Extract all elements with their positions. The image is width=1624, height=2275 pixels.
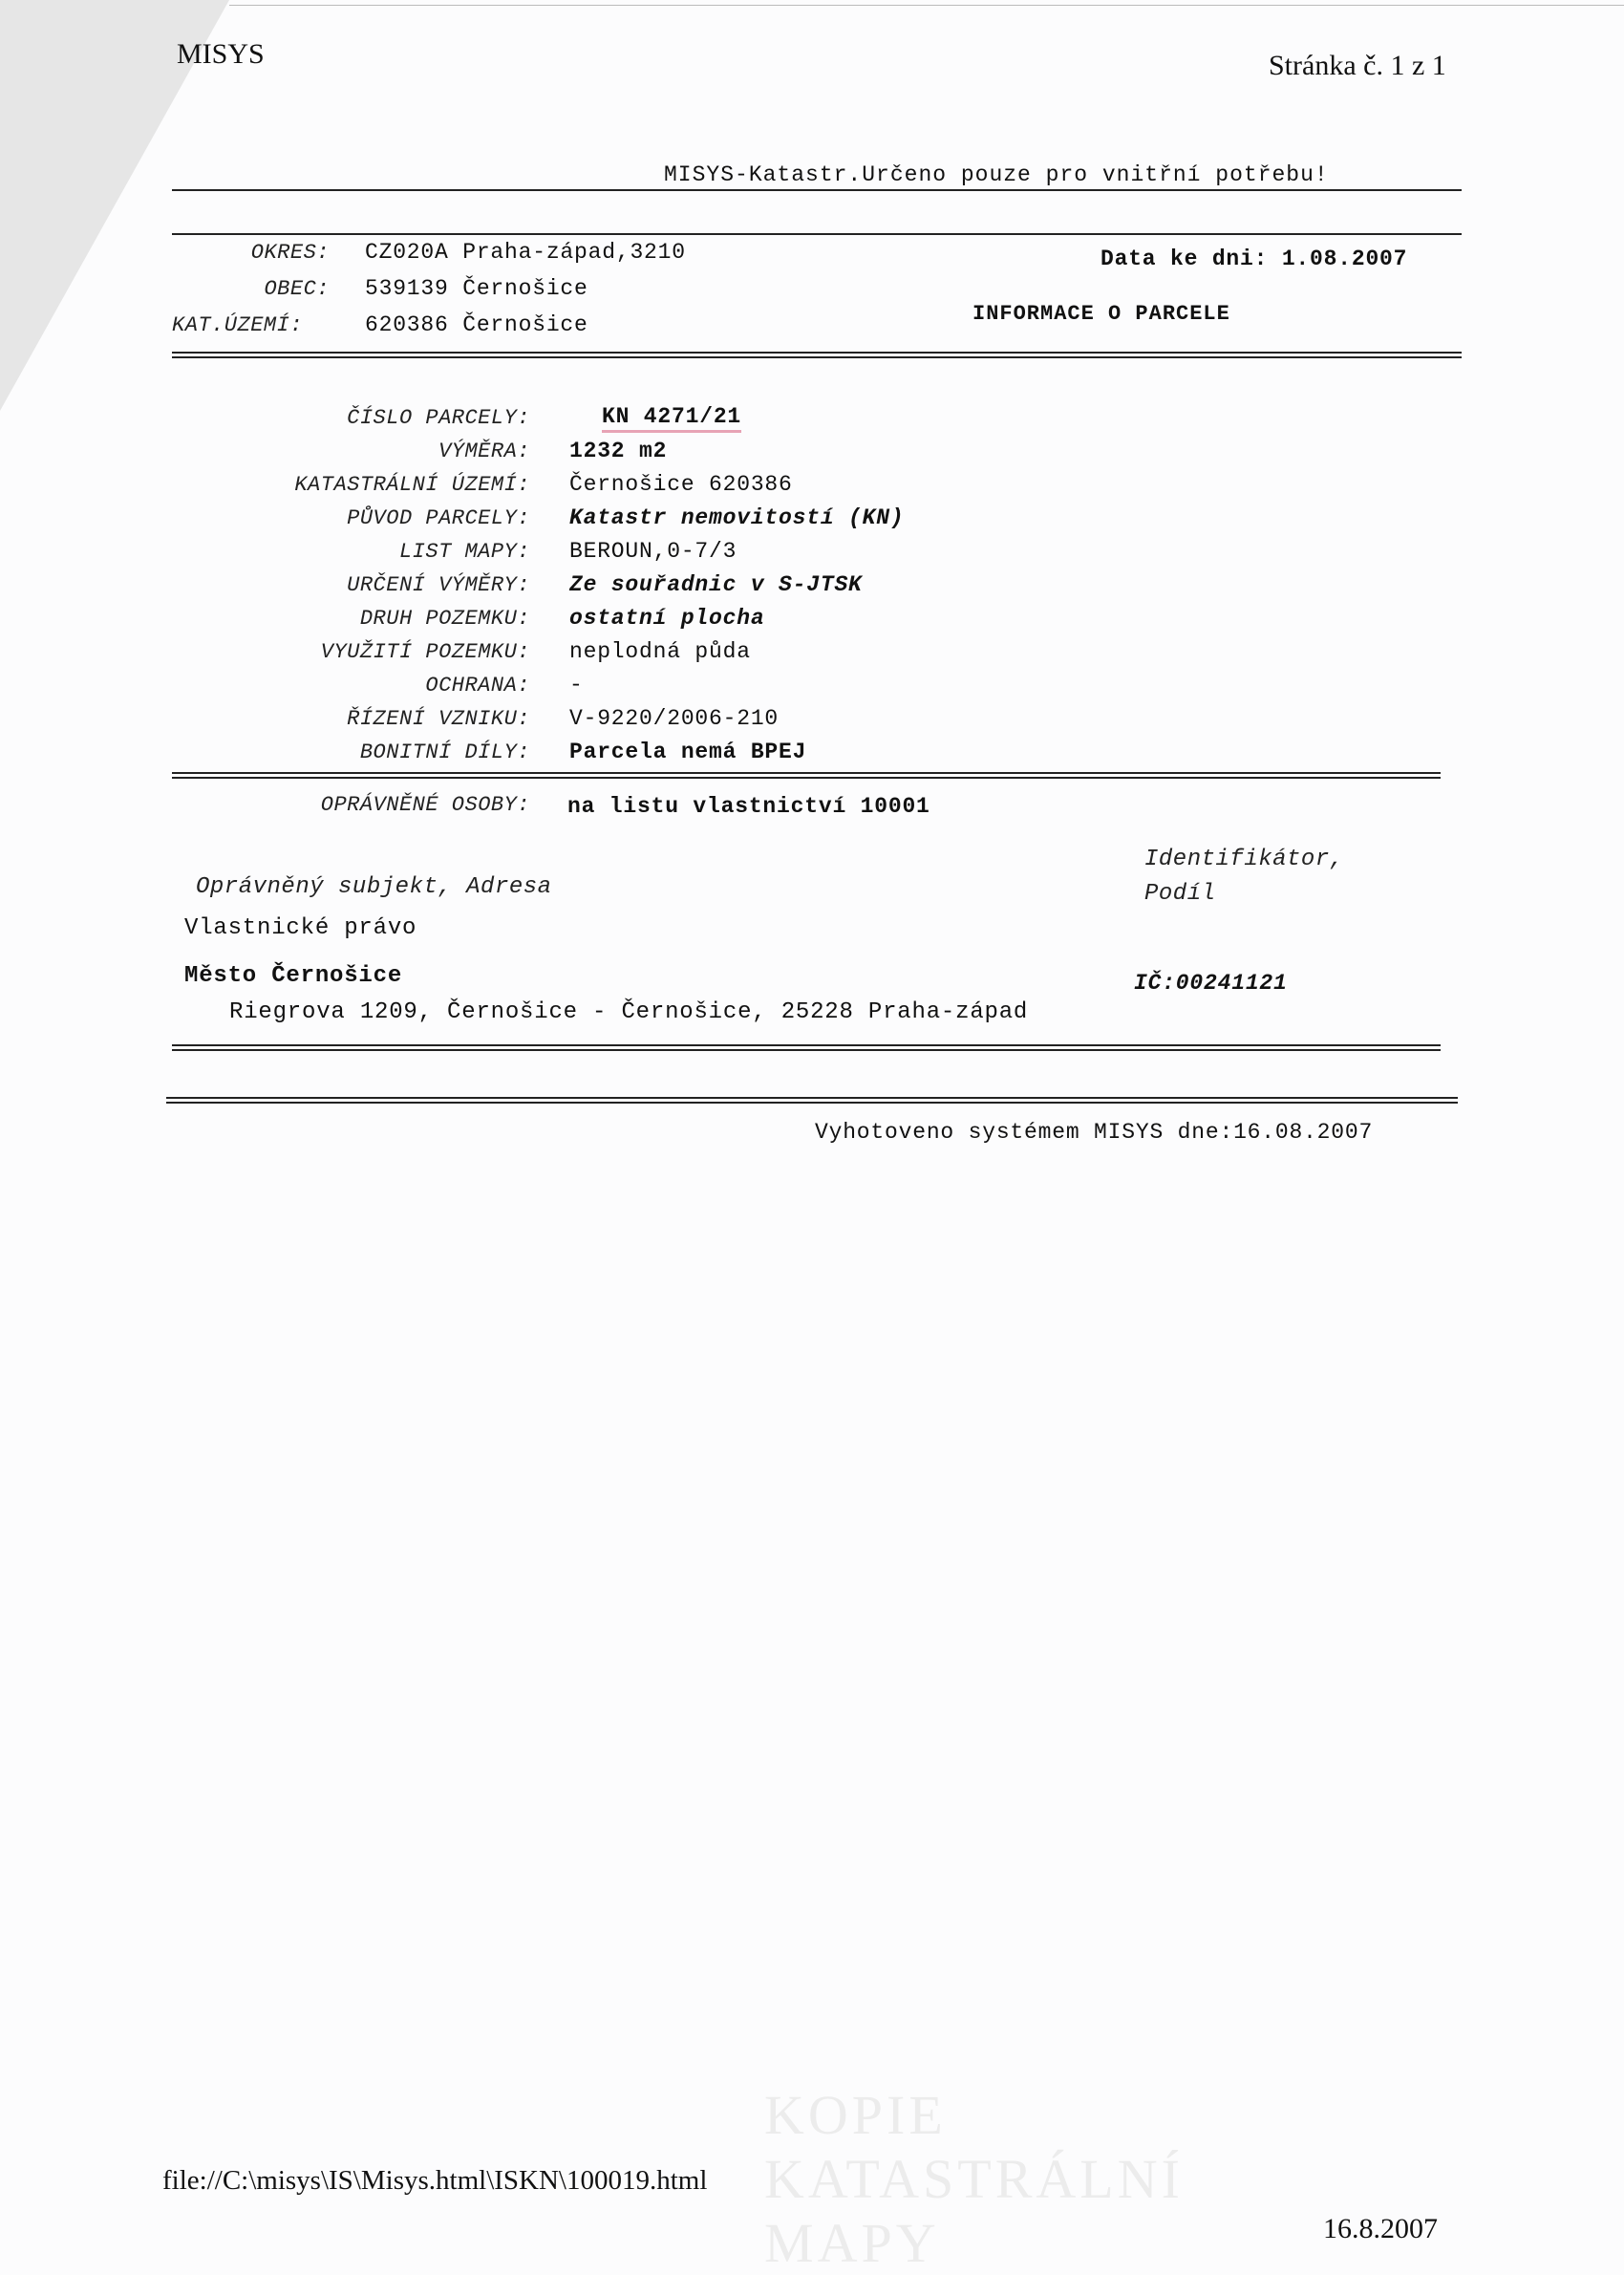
parcel-value-cislo: [602, 404, 741, 429]
okres-label: OKRES:: [250, 241, 330, 265]
page-info: Stránka č. 1 z 1: [1269, 50, 1446, 81]
parcel-value-ochrana: -: [569, 673, 584, 698]
parcel-value-druh: ostatní plocha: [569, 606, 765, 631]
parcel-value-listmapy: BEROUN,0-7/3: [569, 539, 737, 564]
info-title: INFORMACE O PARCELE: [972, 302, 1230, 326]
parcel-label-rizeni: ŘÍZENÍ VZNIKU:: [347, 707, 530, 731]
parcel-value-bonitni: Parcela nemá BPEJ: [569, 740, 807, 764]
parcel-label-katuzemi: KATASTRÁLNÍ ÚZEMÍ:: [294, 473, 530, 497]
owner-id: IČ:00241121: [1134, 971, 1288, 996]
owner-name: Město Černošice: [184, 963, 403, 989]
rule-double-1: [172, 352, 1462, 358]
owner-address: Riegrova 1209, Černošice - Černošice, 25228 Praha-západ: [229, 999, 1029, 1025]
parcel-label-cislo: ČÍSLO PARCELY:: [347, 406, 530, 430]
parcel-value-vymera: 1232 m2: [569, 439, 668, 463]
col-subject: Oprávněný subjekt, Adresa: [196, 874, 552, 900]
owners-label: OPRÁVNĚNÉ OSOBY:: [320, 793, 530, 817]
parcel-value-urceni: Ze souřadnic v S-JTSK: [569, 572, 863, 597]
parcel-value-katuzemi: Černošice 620386: [569, 472, 793, 497]
rule-top-1: [172, 189, 1462, 191]
generated-text: Vyhotoveno systémem MISYS dne:16.08.2007: [815, 1120, 1374, 1145]
okres-value: CZ020A Praha-západ,3210: [365, 240, 686, 265]
owners-value: na listu vlastnictví 10001: [567, 794, 930, 819]
parcel-label-vymera: VÝMĚRA:: [438, 440, 530, 463]
file-path: file://C:\misys\IS\Misys.html\ISKN\100019.html: [162, 2165, 708, 2196]
col-share: Podíl: [1144, 881, 1216, 907]
obec-value: 539139 Černošice: [365, 276, 588, 301]
paper-edge: [229, 5, 1624, 6]
obec-label: OBEC:: [264, 277, 330, 301]
parcel-label-druh: DRUH POZEMKU:: [359, 607, 530, 631]
parcel-label-ochrana: OCHRANA:: [425, 674, 530, 698]
rule-double-3: [172, 1044, 1441, 1051]
parcel-label-listmapy: LIST MAPY:: [398, 540, 530, 564]
col-identifier: Identifikátor,: [1144, 847, 1344, 872]
right-type: Vlastnické právo: [184, 915, 417, 941]
background-watermark: KOPIE KATASTRÁLNÍ MAPY: [764, 2084, 1184, 2274]
print-date: 16.8.2007: [1323, 2213, 1438, 2244]
rule-double-4: [166, 1097, 1458, 1104]
rule-top-2: [172, 233, 1462, 235]
parcel-label-bonitni: BONITNÍ DÍLY:: [359, 740, 530, 764]
parcel-label-vyuziti: VYUŽITÍ POZEMKU:: [320, 640, 530, 664]
parcel-number: KN 4271/21: [602, 404, 741, 433]
kat-label: KAT.ÚZEMÍ:: [172, 313, 304, 337]
kat-value: 620386 Černošice: [365, 312, 588, 337]
parcel-value-vyuziti: neplodná půda: [569, 639, 751, 664]
parcel-label-urceni: URČENÍ VÝMĚRY:: [347, 573, 530, 597]
parcel-value-puvod: Katastr nemovitostí (KN): [569, 505, 905, 530]
date-text: Data ke dni: 1.08.2007: [1100, 247, 1408, 271]
app-name: MISYS: [177, 38, 265, 70]
parcel-value-rizeni: V-9220/2006-210: [569, 706, 780, 731]
notice-text: MISYS-Katastr.Určeno pouze pro vnitřní potřebu!: [664, 162, 1329, 187]
rule-double-2: [172, 772, 1441, 779]
parcel-label-puvod: PŮVOD PARCELY:: [347, 506, 530, 530]
